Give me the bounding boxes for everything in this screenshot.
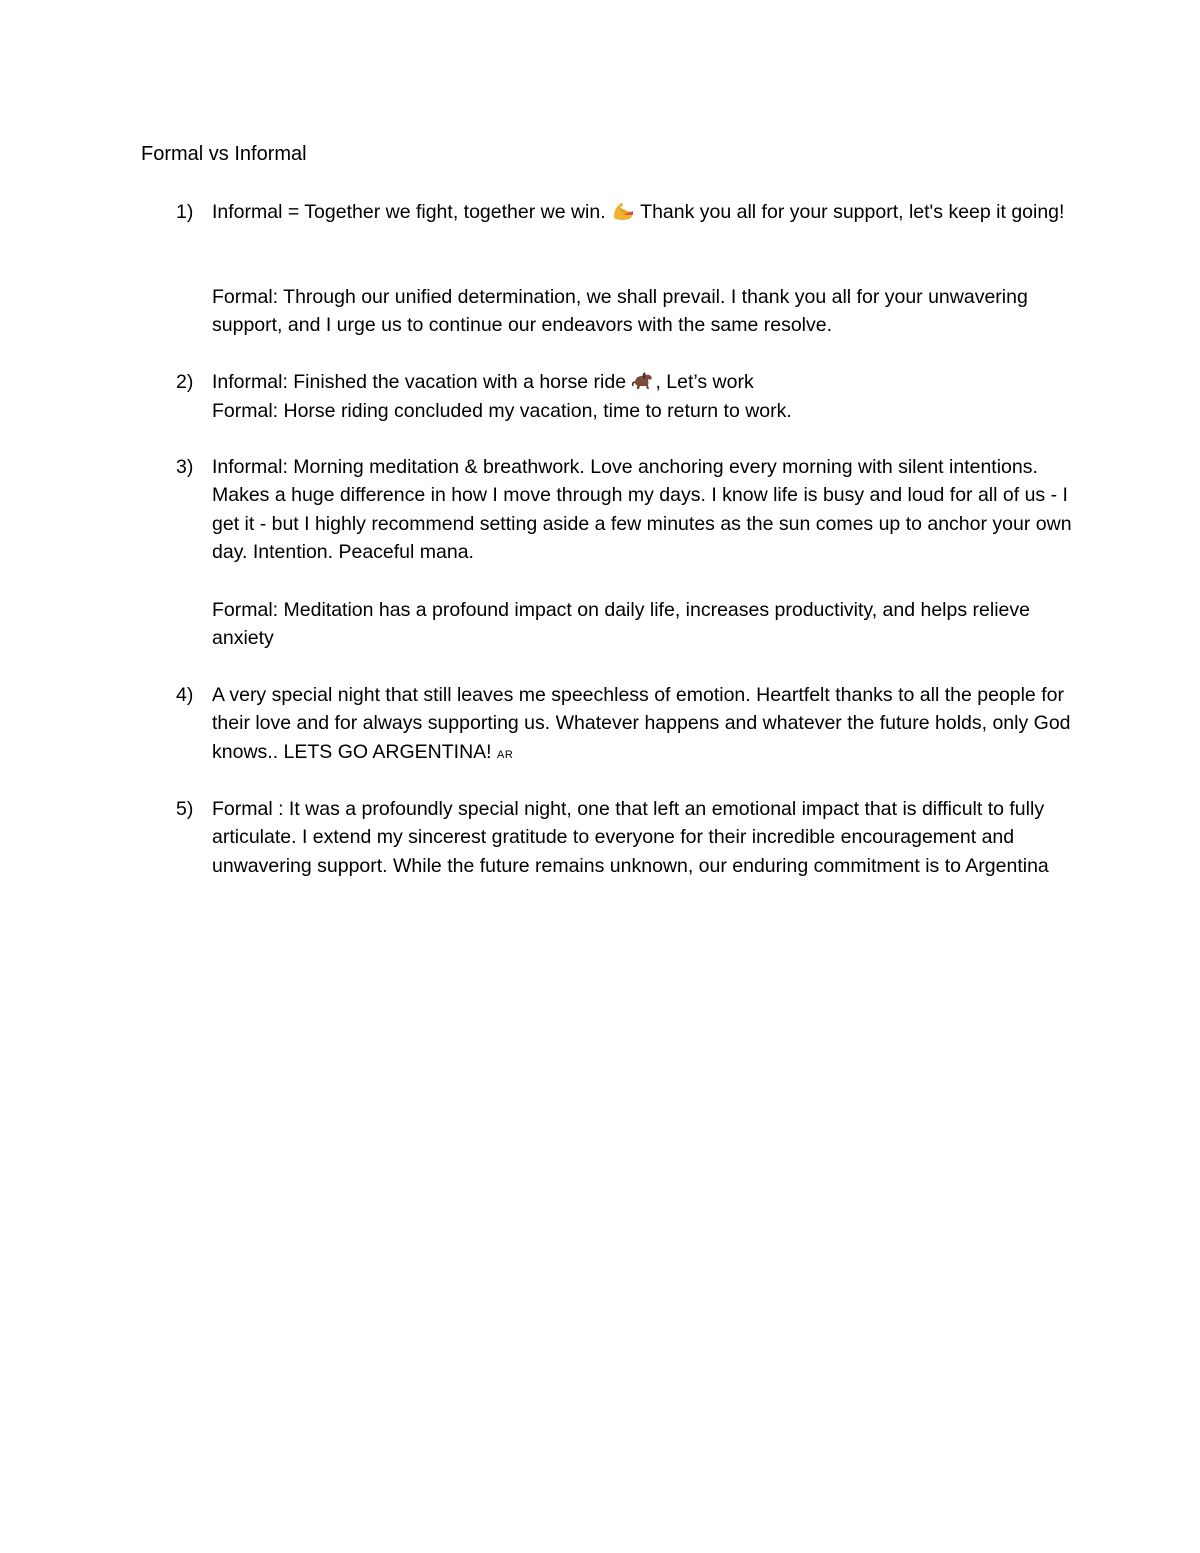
document-title: Formal vs Informal — [141, 143, 307, 165]
item-1-informal — [212, 198, 1072, 229]
item-1-informal-text: Informal = Together we fight, together we win. — [212, 201, 606, 223]
argentina-flag-icon: AR — [497, 748, 514, 761]
item-2-formal: Formal: Horse riding concluded my vacation, time to return to work. — [212, 400, 792, 422]
item-2-informal — [212, 368, 1072, 399]
item-1-informal-text-2: Thank you all for your support, let's keep it going! — [640, 201, 1065, 223]
item-5-text: Formal : It was a profoundly special night, one that left an emotional impact that is difficult to fully articulate. I extend my sincerest gratitude to everyone for their incredible encouragement and unwavering support. While the future remains unknown, our enduring commitment is to Argentina — [212, 798, 1049, 877]
list-number-1: 1) — [176, 201, 194, 223]
list-number-5: 5) — [176, 798, 194, 820]
item-4-body: A very special night that still leaves me speechless of emotion. Heartfelt thanks to all the people for their love and for always supporting us. Whatever happens and whatever the future holds, only God knows.. LETS GO ARGENTINA! — [212, 684, 1071, 763]
item-3-formal: Formal: Meditation has a profound impact on daily life, increases productivity, and helps relieve anxiety — [212, 599, 1030, 650]
item-1-formal: Formal: Through our unified determination, we shall prevail. I thank you all for your unwavering support, and I urge us to continue our endeavors with the same resolve. — [212, 286, 1028, 337]
item-2-informal-text: Informal: Finished the vacation with a horse ride — [212, 371, 627, 393]
list-number-3: 3) — [176, 456, 194, 478]
horse-icon — [631, 369, 655, 399]
list-number-2: 2) — [176, 371, 194, 393]
flexed-biceps-icon — [611, 199, 635, 229]
item-4-text — [212, 681, 1072, 769]
item-2-informal-text-2: , Let’s work — [655, 371, 754, 393]
item-3-informal: Informal: Morning meditation & breathwork. Love anchoring every morning with silent intentions. Makes a huge difference in how I move through my days. I know life is busy and loud for all of us - I get it - but I highly recommend setting aside a few minutes as the sun comes up to anchor your own day. Intention. Peaceful mana. — [212, 456, 1072, 564]
list-number-4: 4) — [176, 684, 194, 706]
